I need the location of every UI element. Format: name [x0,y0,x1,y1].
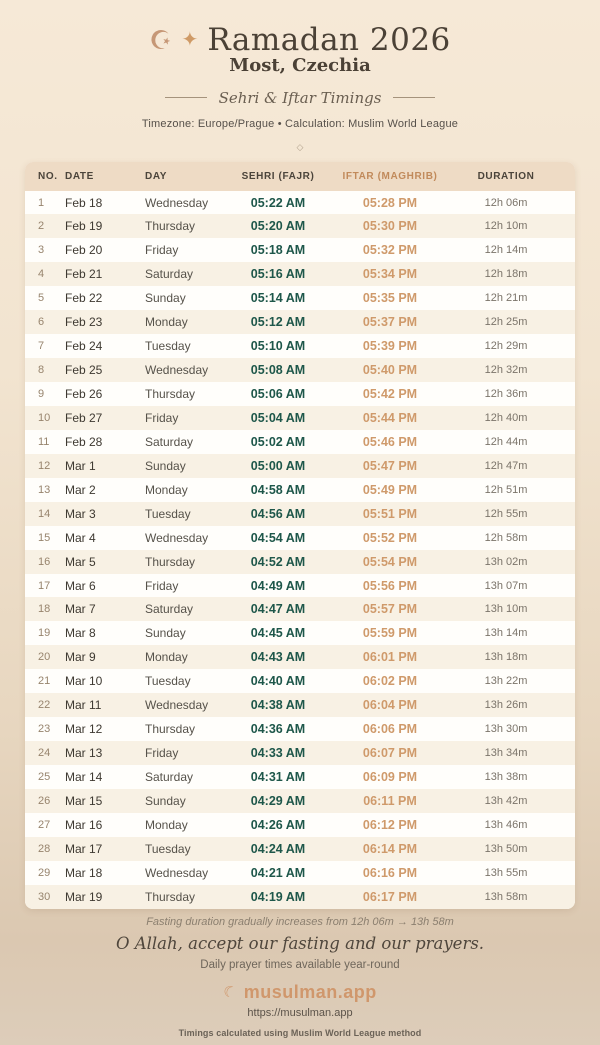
iftar-time: 05:46 PM [362,434,418,449]
row-number: 25 [38,771,51,784]
row-date: Mar 17 [65,841,103,856]
iftar-time: 05:52 PM [362,530,418,545]
row-duration: 12h 10m [484,220,528,233]
sehri-time: 05:00 AM [250,458,306,473]
row-duration: 13h 18m [484,651,528,664]
row-date: Mar 7 [65,602,96,617]
row-duration: 13h 55m [484,866,528,879]
column-header-date: DATE [65,170,94,182]
row-number: 22 [38,699,51,712]
sehri-time: 04:43 AM [250,650,306,665]
iftar-time: 06:17 PM [362,889,418,904]
row-date: Mar 1 [65,458,96,473]
iftar-time: 05:28 PM [362,195,418,210]
brand-name: musulman.app [243,981,377,1002]
row-day: Saturday [145,434,194,449]
row-date: Feb 21 [65,267,103,282]
row-date: Feb 27 [65,410,103,425]
sehri-time: 04:21 AM [250,865,306,880]
divider-line-left [165,97,207,98]
table-row [25,885,575,909]
row-duration: 12h 44m [484,435,528,448]
column-header-sehri: SEHRI (FAJR) [241,170,315,182]
row-number: 17 [38,579,51,592]
row-date: Mar 14 [65,770,103,785]
row-day: Tuesday [145,339,191,354]
row-day: Wednesday [145,698,209,713]
row-number: 10 [38,411,51,424]
table-row [25,286,575,310]
row-date: Feb 28 [65,434,103,449]
iftar-time: 06:09 PM [362,770,418,785]
row-number: 18 [38,603,51,616]
row-duration: 13h 22m [484,675,528,688]
row-duration: 12h 29m [484,340,528,353]
row-date: Mar 10 [65,674,103,689]
row-date: Mar 4 [65,530,96,545]
row-date: Feb 20 [65,243,103,258]
row-day: Tuesday [145,841,191,856]
sehri-time: 04:45 AM [250,626,306,641]
iftar-time: 05:57 PM [362,602,418,617]
row-number: 16 [38,555,51,568]
row-duration: 12h 25m [484,316,528,329]
row-day: Wednesday [145,363,209,378]
row-duration: 12h 06m [484,196,528,209]
row-duration: 12h 36m [484,388,528,401]
iftar-time: 05:32 PM [362,243,418,258]
row-date: Feb 25 [65,363,103,378]
row-date: Feb 23 [65,315,103,330]
iftar-time: 05:49 PM [362,482,418,497]
row-number: 1 [38,196,45,209]
iftar-time: 06:14 PM [362,841,418,856]
row-day: Sunday [145,291,186,306]
table-row [25,214,575,238]
row-day: Tuesday [145,674,191,689]
row-duration: 12h 47m [484,459,528,472]
sehri-time: 05:02 AM [250,434,306,449]
sehri-time: 04:40 AM [250,674,306,689]
iftar-time: 05:40 PM [362,363,418,378]
table-row [25,334,575,358]
sehri-time: 04:58 AM [250,482,306,497]
sehri-time: 05:18 AM [250,243,306,258]
row-date: Feb 22 [65,291,103,306]
brand-link[interactable] [116,982,484,1003]
dua-text: O Allah, accept our fasting and our prayers. [115,933,485,953]
row-date: Mar 18 [65,865,103,880]
table-row [25,597,575,621]
iftar-time: 05:30 PM [362,219,418,234]
daily-availability-note: Daily prayer times available year-round [200,958,400,971]
table-row [25,526,575,550]
row-duration: 13h 50m [484,842,528,855]
brand-crescent-icon: ☾ [220,981,240,1003]
row-duration: 13h 34m [484,747,528,760]
sehri-time: 04:52 AM [250,554,306,569]
row-number: 30 [38,890,51,903]
row-number: 21 [38,675,51,688]
row-duration: 12h 18m [484,268,528,281]
table-header-row [25,162,575,191]
iftar-time: 06:04 PM [362,698,418,713]
row-number: 8 [38,364,45,377]
table-row [25,693,575,717]
table-row [25,191,575,215]
timezone-calculation-meta: Timezone: Europe/Prague • Calculation: Muslim World League [141,117,459,130]
table-row [25,741,575,765]
iftar-time: 05:56 PM [362,578,418,593]
iftar-time: 05:59 PM [362,626,418,641]
iftar-time: 05:35 PM [362,291,418,306]
row-number: 6 [38,316,45,329]
sehri-time: 04:31 AM [250,770,306,785]
table-row [25,502,575,526]
row-duration: 13h 14m [484,627,528,640]
table-body [25,191,575,909]
row-date: Mar 3 [65,506,96,521]
iftar-time: 05:44 PM [362,410,418,425]
sehri-time: 05:12 AM [250,315,306,330]
table-row [25,550,575,574]
table-row [25,789,575,813]
sehri-time: 04:47 AM [250,602,306,617]
row-day: Friday [145,578,179,593]
row-duration: 13h 10m [484,603,528,616]
row-duration: 12h 55m [484,507,528,520]
row-day: Friday [145,243,179,258]
table-row [25,574,575,598]
column-header-no: NO. [38,170,58,182]
sehri-time: 05:14 AM [250,291,306,306]
row-duration: 13h 58m [484,890,528,903]
table-row [25,813,575,837]
sehri-time: 04:38 AM [250,698,306,713]
row-date: Feb 18 [65,195,103,210]
row-number: 5 [38,292,45,305]
table-row [25,430,575,454]
brand-url[interactable]: https://musulman.app [247,1006,353,1019]
row-day: Friday [145,410,179,425]
row-duration: 12h 32m [484,364,528,377]
row-number: 12 [38,459,51,472]
row-duration: 13h 30m [484,723,528,736]
row-date: Mar 13 [65,746,103,761]
row-number: 3 [38,244,45,257]
table-row [25,478,575,502]
table-row [25,765,575,789]
sehri-time: 04:26 AM [250,817,306,832]
iftar-time: 05:47 PM [362,458,418,473]
sehri-time: 05:20 AM [250,219,306,234]
timings-table [25,162,575,909]
row-day: Wednesday [145,865,209,880]
footer [116,916,484,1038]
row-number: 13 [38,483,51,496]
row-date: Feb 26 [65,387,103,402]
row-day: Tuesday [145,506,191,521]
row-date: Mar 12 [65,722,103,737]
row-date: Mar 16 [65,817,103,832]
row-day: Wednesday [145,195,209,210]
row-number: 4 [38,268,45,281]
row-date: Mar 2 [65,482,96,497]
column-header-day: DAY [145,170,167,182]
table-row [25,837,575,861]
row-day: Friday [145,746,179,761]
row-date: Mar 9 [65,650,96,665]
row-duration: 12h 58m [484,531,528,544]
sehri-time: 05:08 AM [250,363,306,378]
row-day: Thursday [145,387,196,402]
subtitle: Sehri & Iftar Timings [218,88,382,107]
iftar-time: 06:11 PM [363,793,417,808]
iftar-time: 05:54 PM [362,554,418,569]
row-number: 7 [38,340,45,353]
row-day: Sunday [145,458,186,473]
sehri-time: 04:56 AM [250,506,306,521]
row-duration: 12h 51m [484,483,528,496]
fasting-duration-note: Fasting duration gradually increases from 12h 06m → 13h 58m [146,915,454,928]
row-number: 29 [38,866,51,879]
row-number: 15 [38,531,51,544]
row-day: Saturday [145,267,194,282]
location-title: Most, Czechia [229,54,371,76]
table-row [25,310,575,334]
row-duration: 13h 38m [484,771,528,784]
row-number: 11 [38,435,50,448]
table-row [25,645,575,669]
row-number: 23 [38,723,51,736]
row-number: 20 [38,651,51,664]
table-row [25,262,575,286]
row-date: Mar 8 [65,626,96,641]
iftar-time: 05:42 PM [362,387,418,402]
row-day: Monday [145,482,188,497]
table-row [25,406,575,430]
divider-line-right [393,97,435,98]
iftar-time: 05:51 PM [362,506,418,521]
row-duration: 13h 46m [484,818,528,831]
row-day: Monday [145,817,188,832]
row-duration: 12h 21m [484,292,528,305]
row-date: Mar 19 [65,889,103,904]
iftar-time: 06:12 PM [362,817,418,832]
sparkle-icon: ✦ [181,29,199,52]
sehri-time: 05:10 AM [250,339,306,354]
row-date: Mar 5 [65,554,96,569]
row-day: Thursday [145,554,196,569]
sehri-time: 04:19 AM [250,889,306,904]
column-header-duration: DURATION [477,170,535,182]
calculation-method-note: Timings calculated using Muslim World League method [178,1027,422,1038]
sehri-time: 04:36 AM [250,722,306,737]
row-number: 26 [38,794,51,807]
row-duration: 12h 40m [484,411,528,424]
row-day: Saturday [145,602,194,617]
row-duration: 12h 14m [484,244,528,257]
iftar-time: 06:16 PM [362,865,418,880]
row-day: Wednesday [145,530,209,545]
sehri-time: 04:24 AM [250,841,306,856]
subtitle-divider [142,89,458,107]
row-day: Monday [145,650,188,665]
header [142,24,458,153]
sehri-time: 04:54 AM [250,530,306,545]
row-duration: 13h 07m [484,579,528,592]
row-day: Thursday [145,722,196,737]
table-row [25,621,575,645]
row-number: 24 [38,747,51,760]
table-row [25,454,575,478]
row-date: Mar 11 [65,698,102,713]
iftar-time: 06:07 PM [362,746,418,761]
iftar-time: 05:37 PM [362,315,418,330]
row-number: 19 [38,627,51,640]
iftar-time: 06:01 PM [362,650,418,665]
row-duration: 13h 42m [484,794,528,807]
table-row [25,238,575,262]
sehri-time: 04:33 AM [250,746,306,761]
table-row [25,717,575,741]
iftar-time: 06:02 PM [362,674,418,689]
crescent-star-icon: ☪ [145,22,177,58]
table-row [25,861,575,885]
table-row [25,382,575,406]
row-number: 28 [38,842,51,855]
row-number: 27 [38,818,51,831]
iftar-time: 05:34 PM [362,267,418,282]
row-duration: 13h 26m [484,699,528,712]
sehri-time: 05:22 AM [250,195,306,210]
row-date: Feb 24 [65,339,103,354]
row-number: 14 [38,507,51,520]
table-row [25,669,575,693]
table-row [25,358,575,382]
iftar-time: 06:06 PM [362,722,418,737]
sehri-time: 05:04 AM [250,410,306,425]
row-day: Thursday [145,889,196,904]
row-day: Sunday [145,793,186,808]
row-day: Monday [145,315,188,330]
row-date: Mar 15 [65,793,103,808]
sehri-time: 04:29 AM [250,793,306,808]
row-number: 9 [38,388,45,401]
sehri-time: 05:06 AM [250,387,306,402]
sehri-time: 05:16 AM [250,267,306,282]
row-date: Mar 6 [65,578,96,593]
row-number: 2 [38,220,45,233]
column-header-iftar: IFTAR (MAGHRIB) [342,170,438,182]
row-day: Thursday [145,219,196,234]
iftar-time: 05:39 PM [362,339,418,354]
sehri-time: 04:49 AM [250,578,306,593]
diamond-ornament-icon: ◇ [296,141,304,152]
page-title: Ramadan 2026 [207,22,451,58]
row-day: Saturday [145,770,194,785]
title-row [142,24,458,57]
row-duration: 13h 02m [484,555,528,568]
row-day: Sunday [145,626,186,641]
row-date: Feb 19 [65,219,103,234]
